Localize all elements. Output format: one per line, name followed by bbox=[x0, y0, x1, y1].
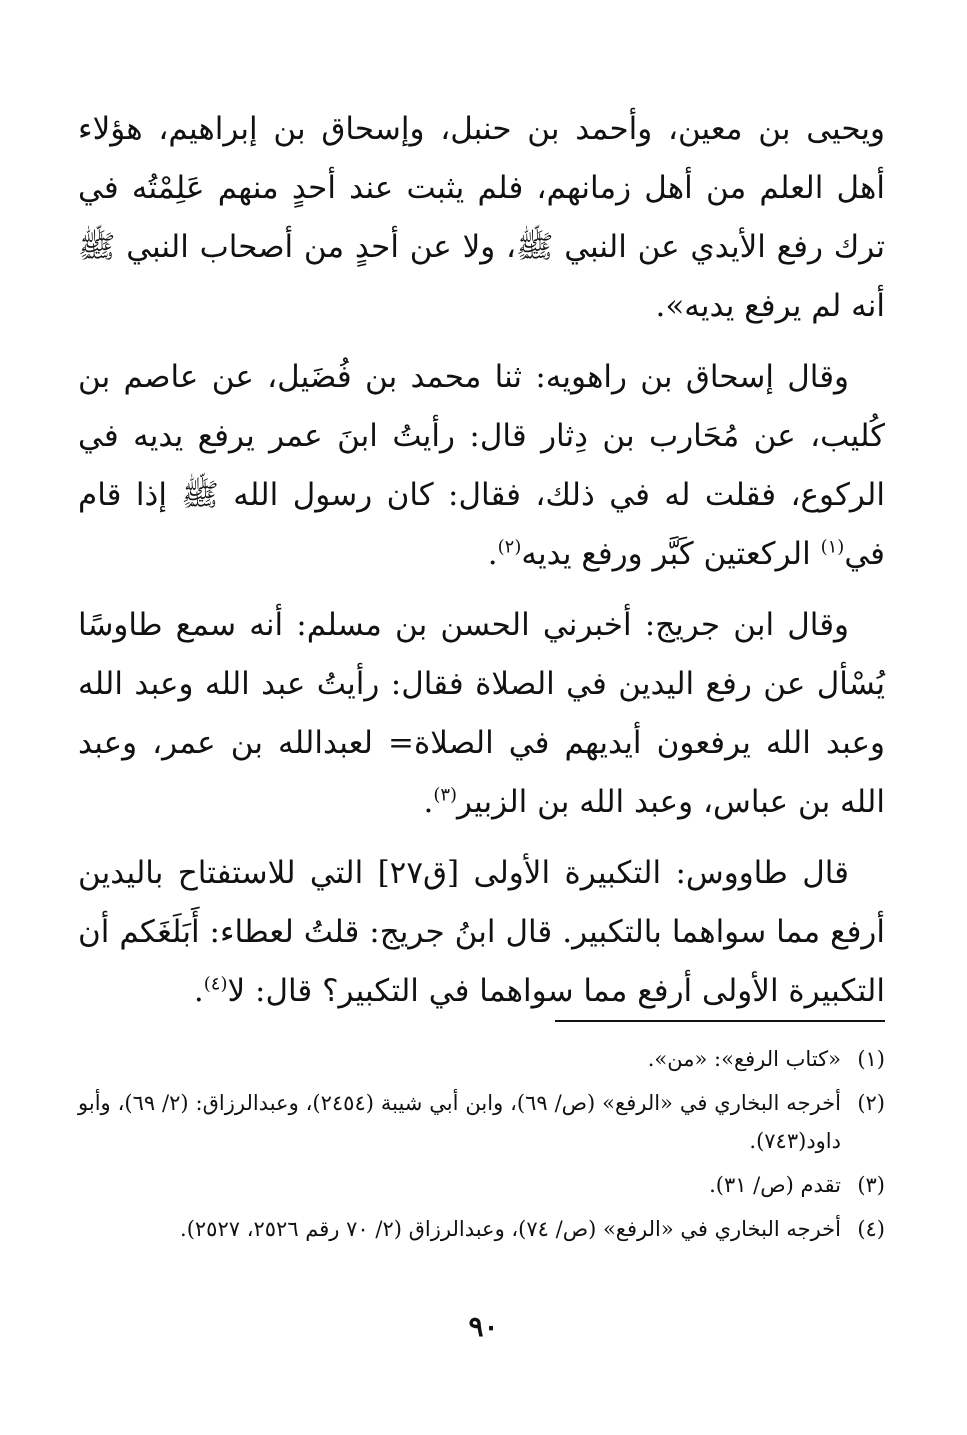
paragraph-1 bbox=[78, 100, 885, 336]
footnote-ref-1[interactable]: (١) bbox=[820, 536, 845, 558]
footnote-number: (٢) bbox=[857, 1091, 885, 1115]
paragraph-2-text-a: وقال إسحاق بن راهويه: ثنا محمد بن فُضَيل، عن عاصم بن كُليب، عن مُحَارب بن دِثار قال: رأيتُ ابنَ عمر يرفع يديه في الركوع، فقلت له في ذلك، فقال: كان رسول الله ﷺ إذا قام في bbox=[78, 359, 885, 572]
paragraph-1-text: ويحيى بن معين، وأحمد بن حنبل، وإسحاق بن إبراهيم، هؤلاء أهل العلم من أهل زمانهم، فلم يثبت عند أحدٍ منهم عَلِمْتُه في ترك رفع الأيدي عن النبي ﷺ، ولا عن أحدٍ من أصحاب النبي ﷺ أنه لم يرفع يديه». bbox=[78, 111, 885, 324]
page-number: ٩٠ bbox=[468, 1310, 499, 1343]
footnote-text: أخرجه البخاري في «الرفع» (ص/ ٧٤)، وعبدالرزاق (٢/ ٧٠ رقم ٢٥٢٦، ٢٥٢٧). bbox=[180, 1217, 841, 1241]
paragraph-2-end: . bbox=[487, 536, 498, 572]
footnote-3 bbox=[78, 1166, 885, 1204]
paragraph-3-text: وقال ابن جريج: أخبرني الحسن بن مسلم: أنه سمع طاوسًا يُسْأل عن رفع اليدين في الصلاة فقال: رأيتُ عبد الله وعبد الله وعبد الله يرفعون أيديهم في الصلاة= لعبدالله بن عمر، وعبد الله بن عباس، وعبد الله بن الزبير bbox=[78, 607, 885, 820]
paragraph-4 bbox=[78, 844, 885, 1021]
footnote-number: (٤) bbox=[857, 1217, 885, 1241]
main-text bbox=[78, 100, 885, 1033]
paragraph-4-text: قال طاووس: التكبيرة الأولى [ق٢٧] التي للاستفتاح باليدين أرفع مما سواهما بالتكبير. قال ابنُ جريج: قلتُ لعطاء: أَبَلَغَكم أن التكبيرة الأولى أرفع مما سواهما في التكبير؟ قال: لا bbox=[78, 855, 885, 1009]
footnote-text: «كتاب الرفع»: «من». bbox=[647, 1047, 841, 1071]
paragraph-2 bbox=[78, 348, 885, 584]
footnote-2 bbox=[78, 1084, 885, 1160]
paragraph-4-end: . bbox=[193, 973, 204, 1009]
footnote-text: أخرجه البخاري في «الرفع» (ص/ ٦٩)، وابن أبي شيبة (٢٤٥٤)، وعبدالرزاق: (٢/ ٦٩)، وأبو داود(٧٤٣). bbox=[78, 1091, 841, 1153]
footnote-1 bbox=[78, 1040, 885, 1078]
footnote-divider bbox=[555, 1020, 885, 1022]
footnote-4 bbox=[78, 1210, 885, 1248]
footnote-text: تقدم (ص/ ٣١). bbox=[709, 1173, 841, 1197]
footnote-number: (٣) bbox=[857, 1173, 885, 1197]
footnote-number: (١) bbox=[857, 1047, 885, 1071]
paragraph-2-text-b: الركعتين كَبَّر ورفع يديه bbox=[521, 536, 811, 572]
footnote-ref-3[interactable]: (٣) bbox=[433, 784, 458, 806]
footnote-ref-2[interactable]: (٢) bbox=[497, 536, 522, 558]
paragraph-3-end: . bbox=[423, 784, 434, 820]
paragraph-3 bbox=[78, 596, 885, 832]
footnote-ref-4[interactable]: (٤) bbox=[203, 973, 228, 995]
footnotes-section bbox=[78, 1020, 885, 1254]
